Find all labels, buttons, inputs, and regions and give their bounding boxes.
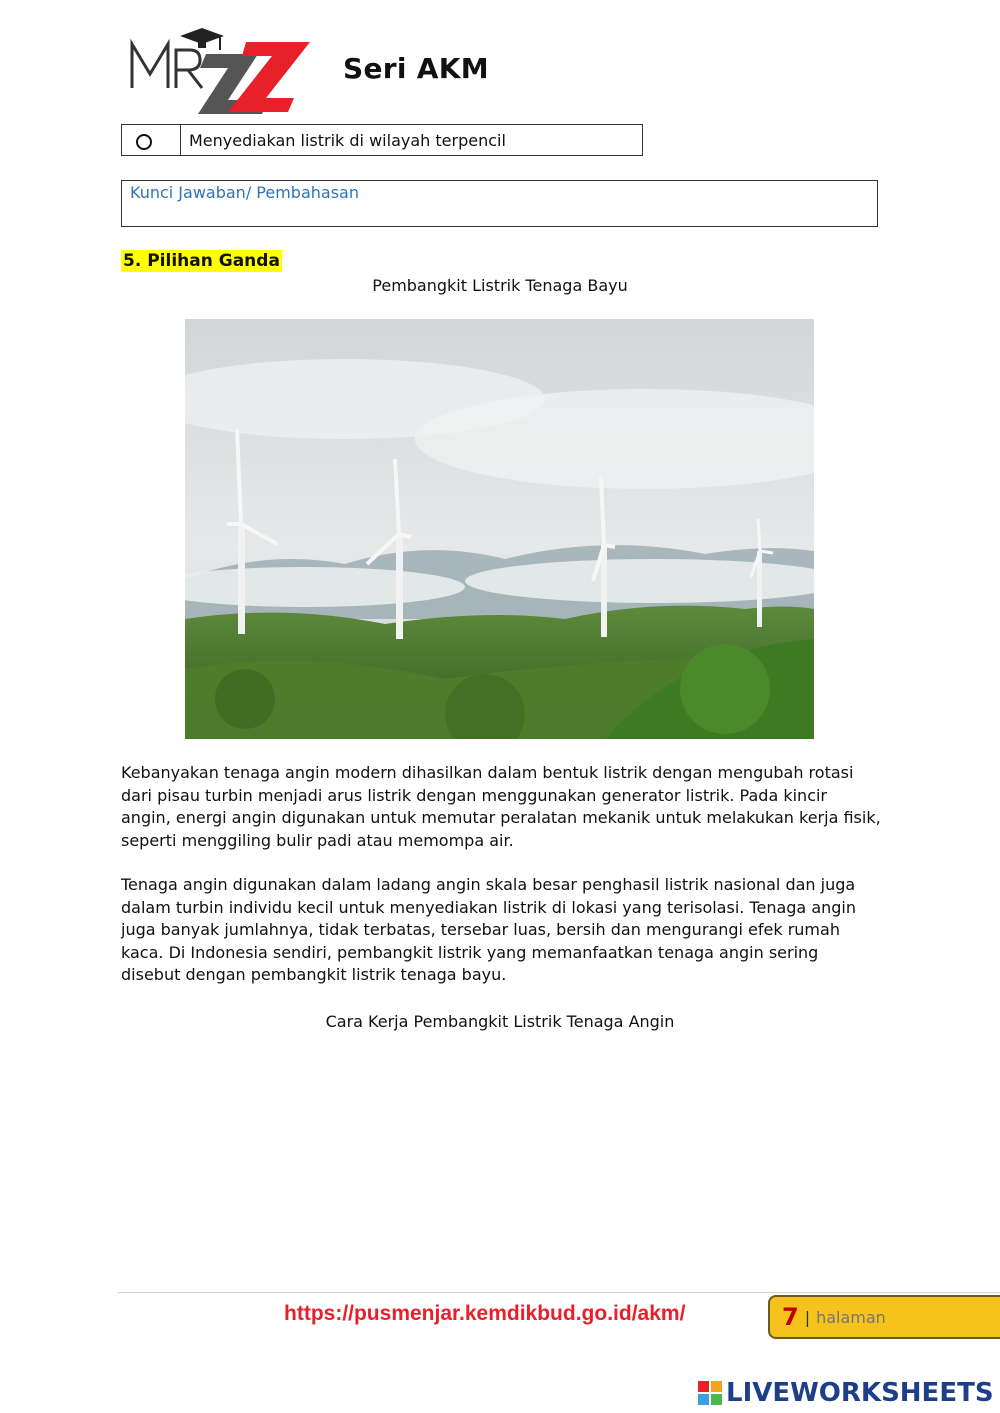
page-number: 7 [782, 1303, 799, 1331]
wind-farm-photo [185, 319, 814, 739]
option-radio-cell[interactable] [122, 125, 181, 155]
radio-button[interactable] [136, 134, 152, 150]
option-row[interactable] [121, 124, 643, 156]
mrz-logo-icon [128, 26, 318, 118]
wind-turbine-image [185, 319, 814, 739]
brand-name: LIVEWORKSHEETS [726, 1378, 994, 1408]
page-word: halaman [816, 1307, 886, 1327]
page-separator: | [804, 1307, 811, 1327]
mrz-logo [128, 26, 318, 118]
image-caption-bottom: Cara Kerja Pembangkit Listrik Tenaga Angin [325, 1012, 675, 1031]
footer-url-link[interactable]: https://pusmenjar.kemdikbud.go.id/akm/ [284, 1302, 686, 1325]
question-heading: 5. Pilihan Ganda [123, 251, 280, 271]
paragraph-1: Kebanyakan tenaga angin modern dihasilkan dalam bentuk listrik dengan mengubah rotasi dari pisau turbin menjadi arus listrik dengan menggunakan generator listrik. Pada kincir angin, energi angin digunakan untuk memutar peralatan mekanik untuk melakukan kerja fisik, seperti menggiling bulir padi atau memompa air. [121, 763, 881, 850]
liveworksheets-logo-icon [698, 1381, 722, 1405]
footer-divider [118, 1292, 1000, 1293]
answer-box [121, 180, 878, 227]
answer-box-label: Kunci Jawaban/ Pembahasan [130, 183, 359, 202]
paragraph-2: Tenaga angin digunakan dalam ladang angin skala besar penghasil listrik nasional dan juga dalam turbin individu kecil untuk menyediakan listrik di lokasi yang terisolasi. Tenaga angin juga banyak jumlahnya, tidak terbatas, tersebar luas, bersih dan mengurangi efek rumah kaca. Di Indonesia sendiri, pembangkit listrik yang memanfaatkan tenaga angin sering disebut dengan pembangkit listrik tenaga bayu. [121, 875, 857, 984]
option-label: Menyediakan listrik di wilayah terpencil [189, 130, 506, 150]
series-title: Seri AKM [343, 52, 489, 85]
page-badge [768, 1295, 1000, 1339]
image-caption-top: Pembangkit Listrik Tenaga Bayu [372, 276, 628, 295]
liveworksheets-brand[interactable] [698, 1378, 994, 1408]
